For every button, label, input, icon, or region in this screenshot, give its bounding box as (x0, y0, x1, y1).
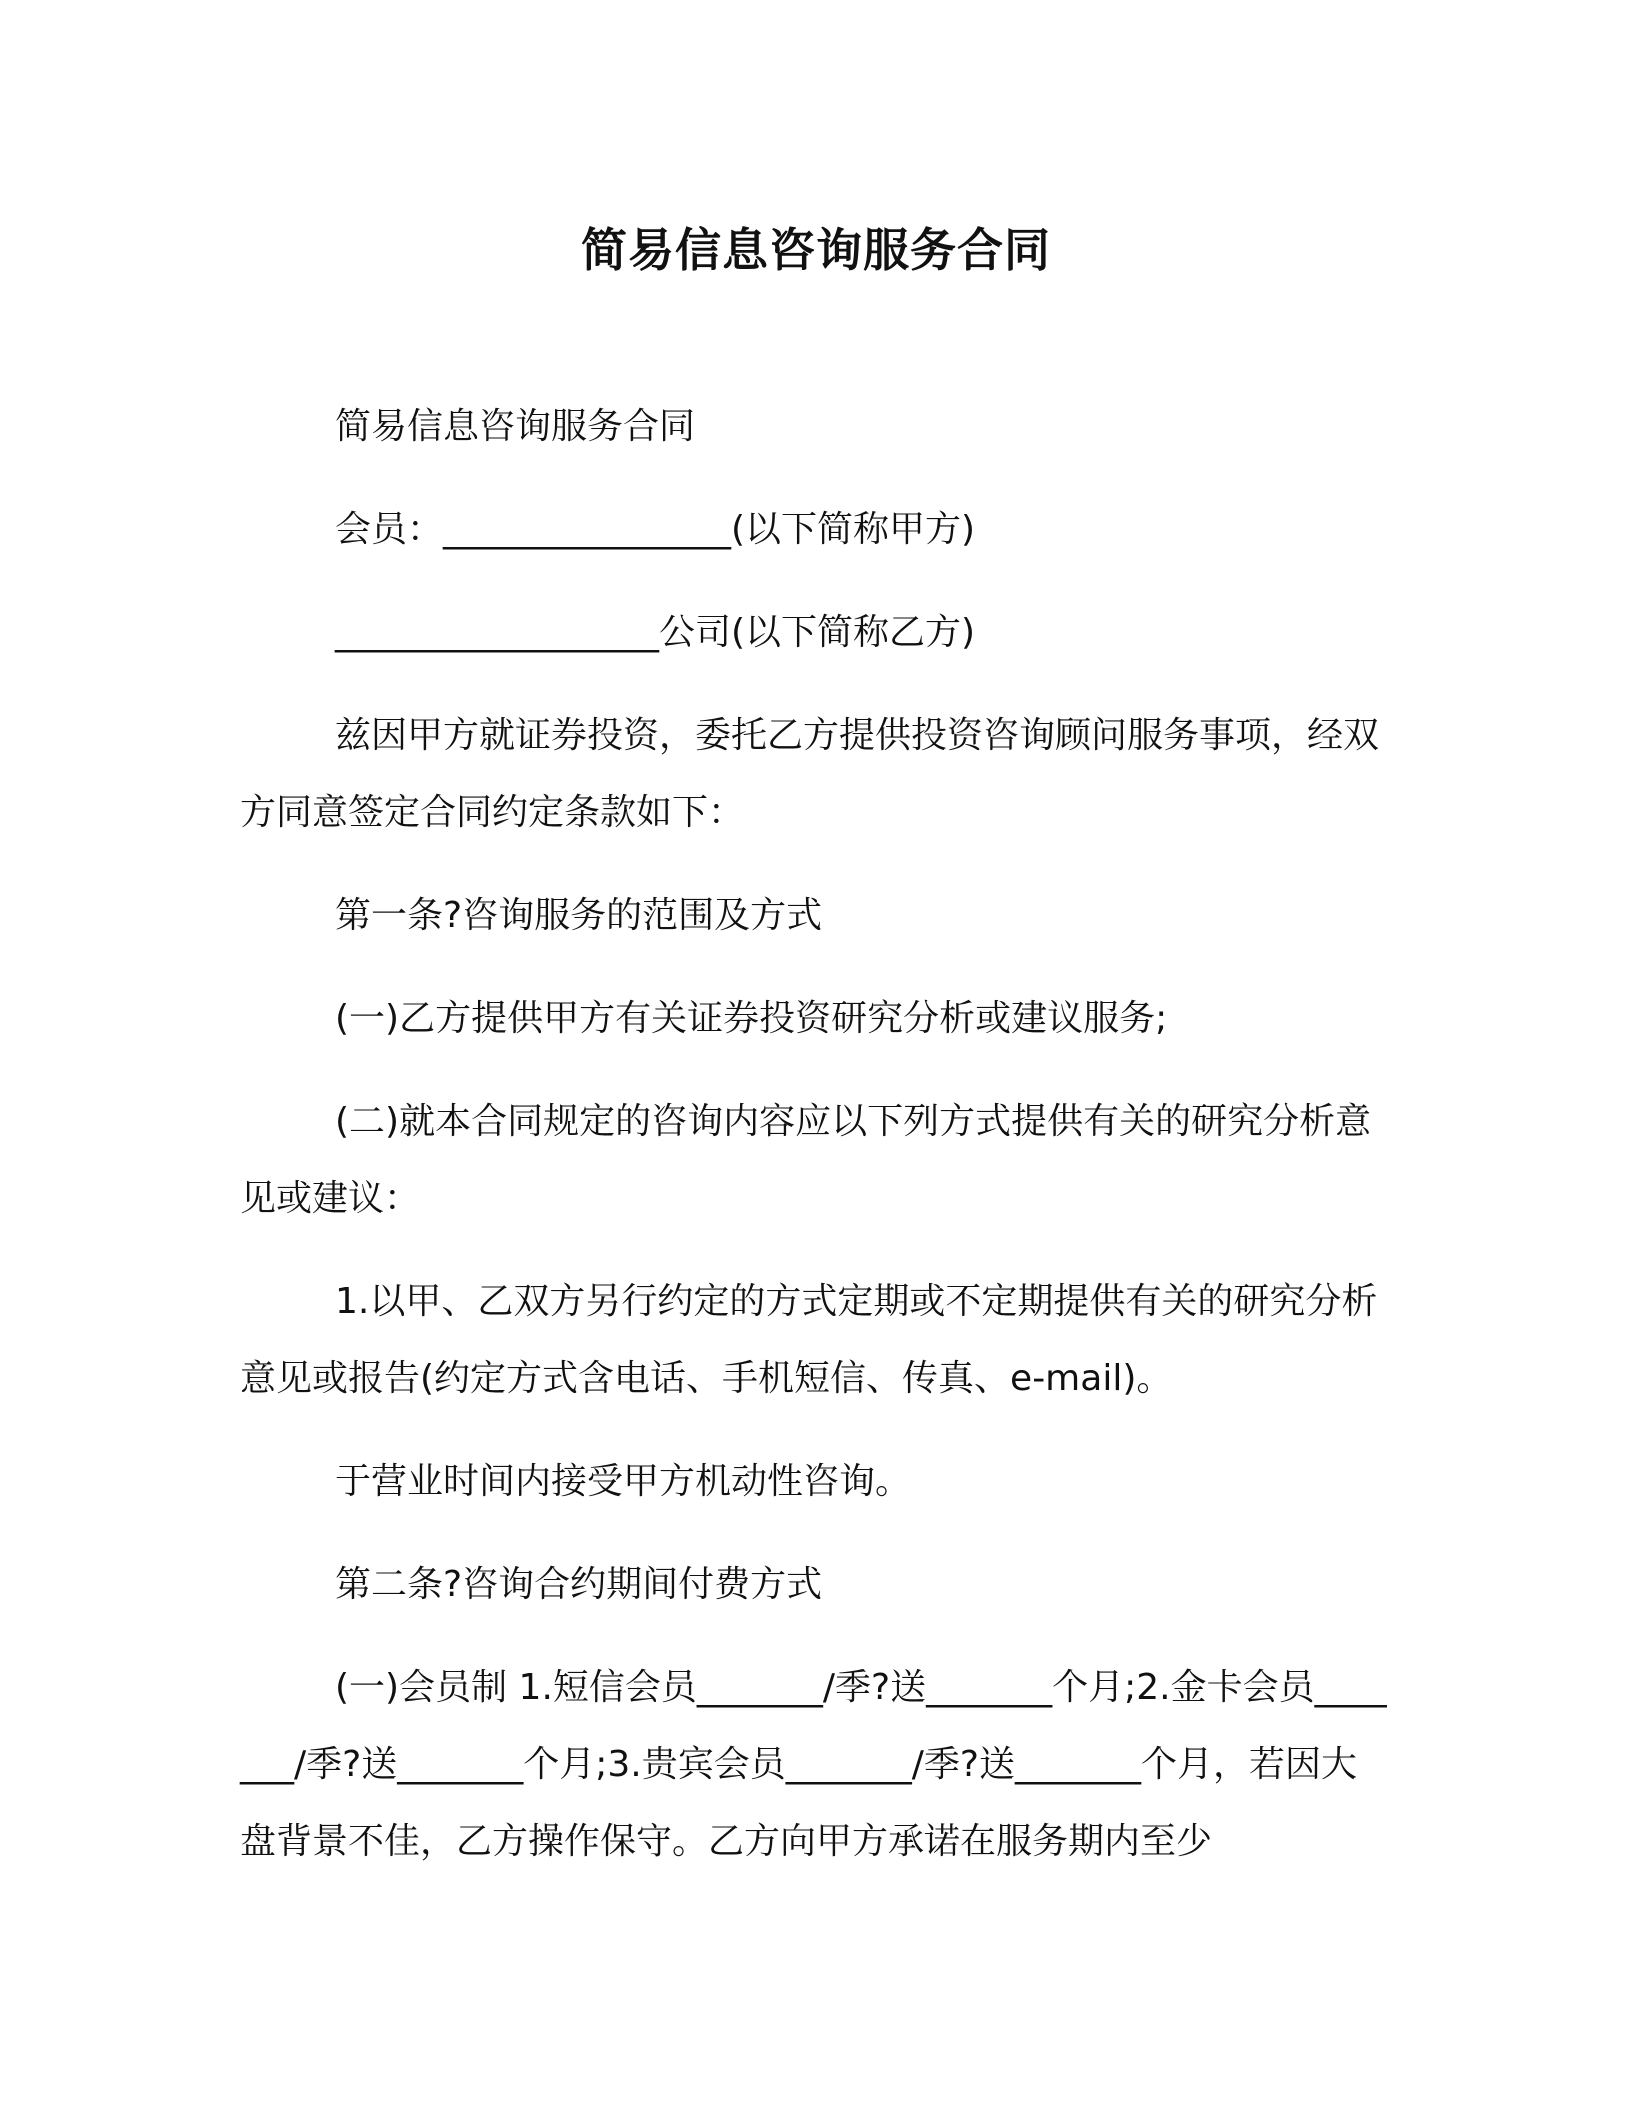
paragraph-article-1-sub-2: 于营业时间内接受甲方机动性咨询。 (335, 1461, 912, 1502)
paragraph-party-a: 会员：________________(以下简称甲方) (335, 509, 976, 550)
document-title: 简易信息咨询服务合同 (581, 223, 1051, 277)
paragraph-article-2-item-1: (一)会员制 1.短信会员_______/季?送_______个月;2.金卡会员_______/季?送_______个月;3.贵宾会员_______/季?送_______个月，若因大盘背景不佳，乙方操作保守。乙方向甲方承诺在服务期内至少 (240, 1667, 1387, 1862)
paragraph-article-1-sub-1: 1.以甲、乙双方另行约定的方式定期或不定期提供有关的研究分析意见或报告(约定方式含电话、手机短信、传真、e-mail)。 (240, 1281, 1378, 1399)
paragraph-article-1-item-1: (一)乙方提供甲方有关证券投资研究分析或建议服务; (335, 998, 1168, 1039)
paragraph-article-1-title: 第一条?咨询服务的范围及方式 (335, 895, 823, 936)
document-body (240, 388, 1390, 1906)
paragraph-article-2-title: 第二条?咨询合约期间付费方式 (335, 1564, 823, 1605)
paragraph-party-b: __________________公司(以下简称乙方) (335, 612, 976, 653)
paragraph-heading: 简易信息咨询服务合同 (335, 406, 696, 447)
paragraph-article-1-item-2: (二)就本合同规定的咨询内容应以下列方式提供有关的研究分析意见或建议： (240, 1101, 1372, 1219)
paragraph-preamble: 兹因甲方就证券投资，委托乙方提供投资咨询顾问服务事项，经双方同意签定合同约定条款如下： (240, 715, 1380, 833)
